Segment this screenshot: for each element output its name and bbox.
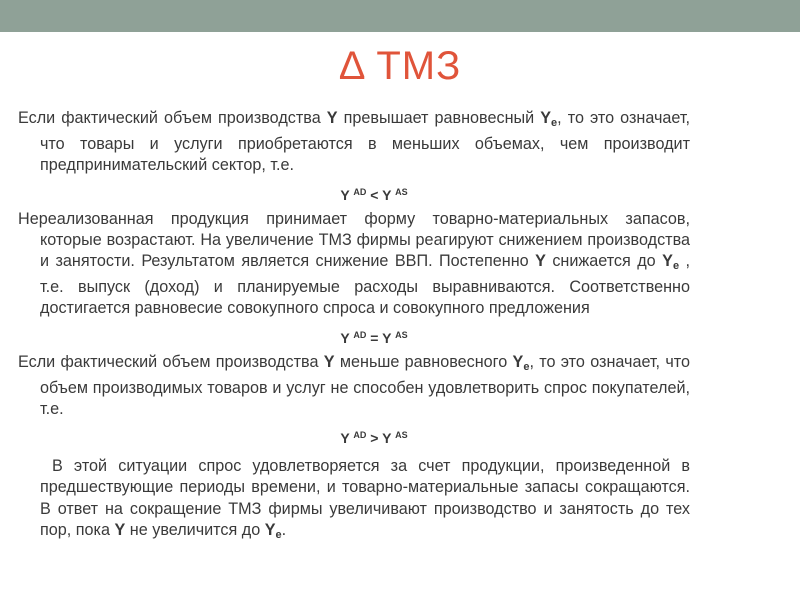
paragraph-4: В этой ситуации спрос удовлетворяется за счет продукции, произведенной в предшествующие периоды времени, и товарно-материальные запасы сокращаются. В ответ на сокращение ТМЗ фирмы увеличивают производство и занятость до тех пор, пока Y не увеличится до $Y_e$. xyxy=(40,457,690,541)
paragraph-3: Если фактический объем производства Y меньше равновесного $Y_e$, то это означает, что объем производимых товаров и услуг не способен удовлетворить спрос покупателей, т.е. xyxy=(18,352,691,419)
formula-2: Y $^{AD}$ = Y $^{AS}$ xyxy=(340,329,408,346)
slide-title: Δ ТМЗ xyxy=(338,44,462,88)
variable-y: Y xyxy=(323,352,335,371)
slide-body xyxy=(18,108,690,551)
formula-1: Y $^{AD}$ < Y $^{AS}$ xyxy=(340,186,408,203)
paragraph-2: Нереализованная продукция принимает форму товарно-материальных запасов, которые возрастают. На увеличение ТМЗ фирмы реагируют снижением производства и занятости. Результатом является снижение ВВП. Постепенно Y снижается до $Y_e$ , т.е. выпуск (доход) и планируемые расходы выравниваются. Соответственно достигается равновесие совокупного спроса и совокупного предложения xyxy=(18,209,690,318)
top-bar xyxy=(0,0,800,32)
variable-ye: $Y_e$ xyxy=(662,252,680,273)
paragraph-1: Если фактический объем производства Y превышает равновесный $Y_e$, то это означает, что товары и услуги приобретаются в меньших объемах, чем производит предпринимательский сектор, т.е. xyxy=(18,109,690,175)
variable-y: Y xyxy=(326,109,338,127)
variable-ye: $Y_e$ xyxy=(540,109,558,129)
formula-3: Y $^{AD}$ > Y $^{AS}$ xyxy=(340,430,408,447)
variable-ye: $Y_e$ xyxy=(512,352,530,373)
variable-ye: $Y_e$ xyxy=(264,520,282,541)
variable-y: Y xyxy=(114,520,126,539)
variable-y: Y xyxy=(535,252,546,271)
